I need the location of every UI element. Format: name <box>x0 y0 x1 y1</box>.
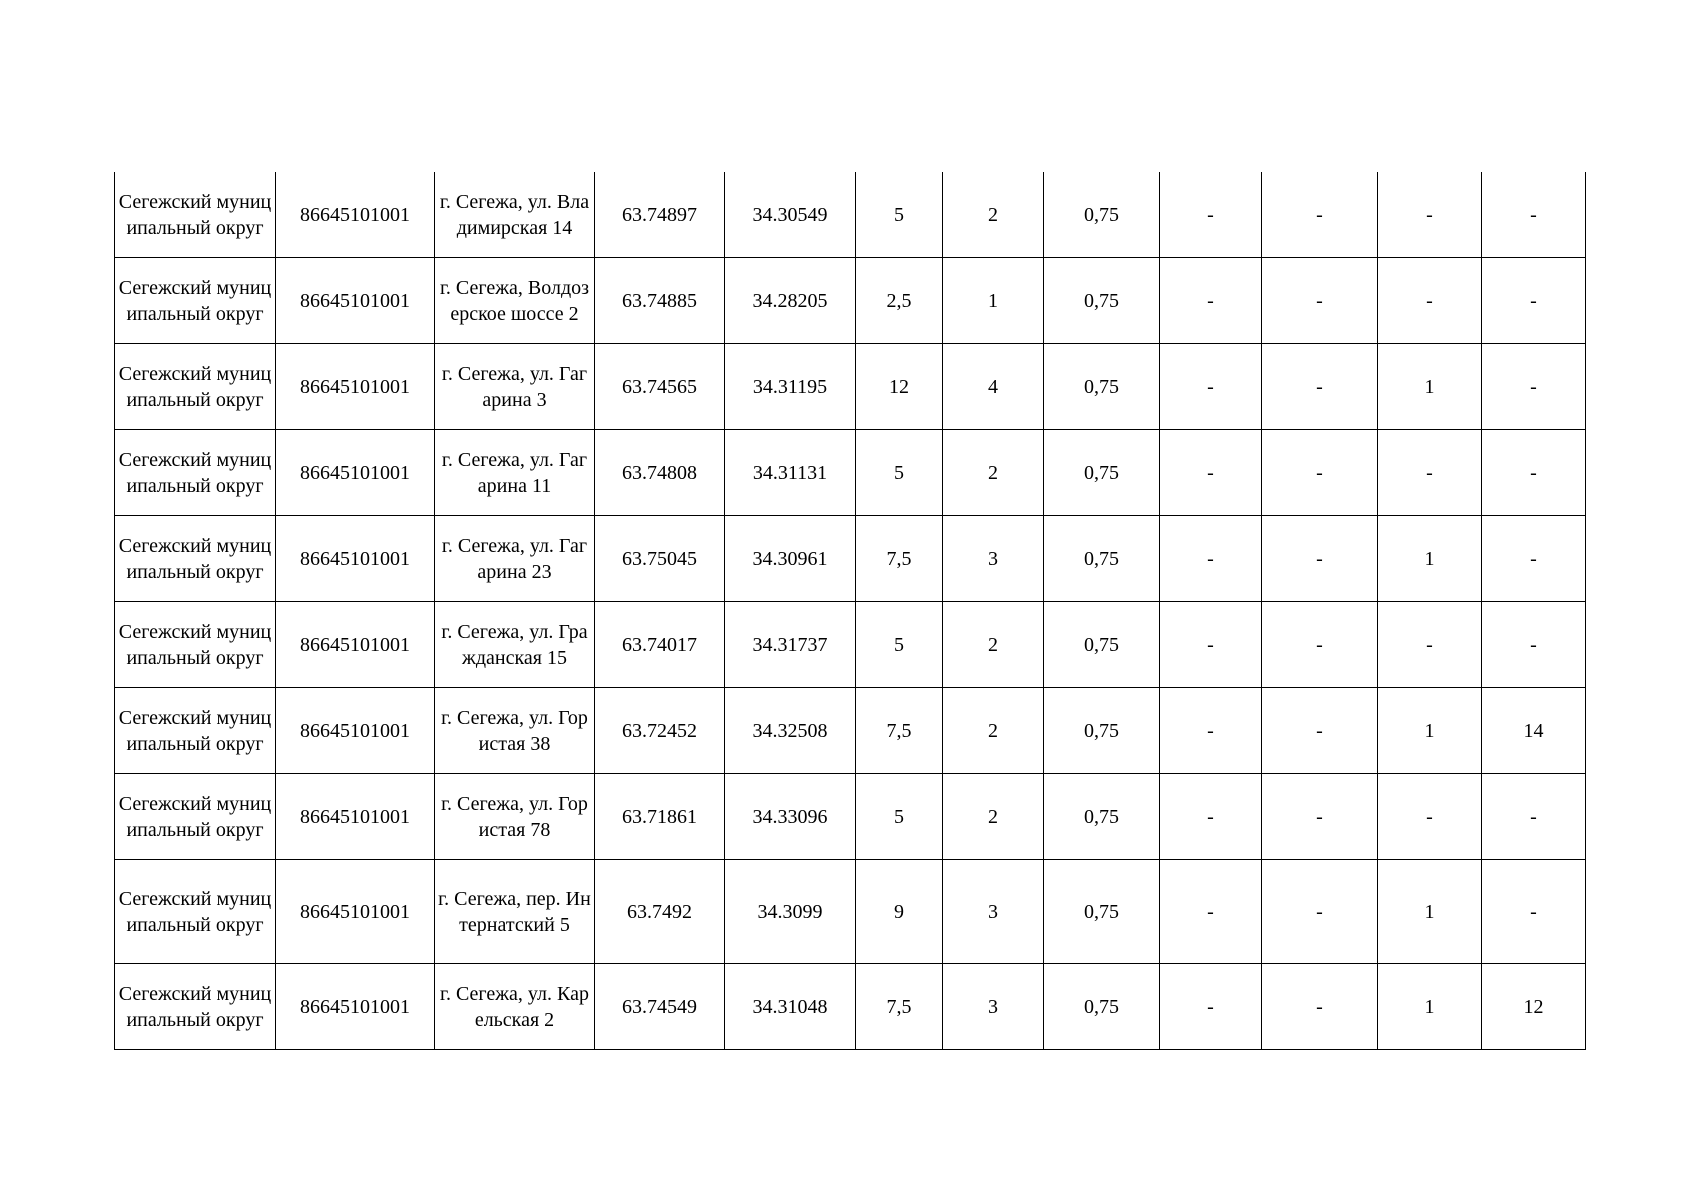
cell-value-5: - <box>1262 688 1378 774</box>
cell-longitude: 34.31195 <box>725 344 856 430</box>
cell-value-6: - <box>1378 258 1482 344</box>
cell-value-4: - <box>1160 774 1262 860</box>
cell-value-5: - <box>1262 516 1378 602</box>
cell-municipality: Сегежский муниципальный округ <box>115 688 276 774</box>
cell-value-7: 12 <box>1482 964 1586 1050</box>
cell-value-3: 0,75 <box>1044 688 1160 774</box>
cell-value-7: 14 <box>1482 688 1586 774</box>
cell-value-6: 1 <box>1378 860 1482 964</box>
table-row <box>115 860 1586 964</box>
cell-oktmo: 86645101001 <box>276 516 435 602</box>
cell-municipality: Сегежский муниципальный округ <box>115 172 276 258</box>
cell-value-4: - <box>1160 258 1262 344</box>
cell-value-4: - <box>1160 964 1262 1050</box>
cell-value-1: 7,5 <box>856 516 943 602</box>
cell-value-7: - <box>1482 430 1586 516</box>
cell-longitude: 34.3099 <box>725 860 856 964</box>
cell-value-3: 0,75 <box>1044 964 1160 1050</box>
cell-value-5: - <box>1262 602 1378 688</box>
cell-latitude: 63.7492 <box>595 860 725 964</box>
cell-address: г. Сегежа, ул. Владимирская 14 <box>435 172 595 258</box>
cell-oktmo: 86645101001 <box>276 344 435 430</box>
cell-value-1: 5 <box>856 172 943 258</box>
cell-latitude: 63.75045 <box>595 516 725 602</box>
cell-address: г. Сегежа, ул. Карельская 2 <box>435 964 595 1050</box>
cell-value-4: - <box>1160 430 1262 516</box>
cell-value-7: - <box>1482 172 1586 258</box>
cell-value-6: - <box>1378 172 1482 258</box>
table-body <box>115 172 1586 1050</box>
cell-value-5: - <box>1262 964 1378 1050</box>
cell-value-5: - <box>1262 172 1378 258</box>
cell-address: г. Сегежа, пер. Интернатский 5 <box>435 860 595 964</box>
cell-value-3: 0,75 <box>1044 860 1160 964</box>
cell-value-1: 2,5 <box>856 258 943 344</box>
cell-value-7: - <box>1482 774 1586 860</box>
cell-oktmo: 86645101001 <box>276 964 435 1050</box>
table-row <box>115 172 1586 258</box>
cell-municipality: Сегежский муниципальный округ <box>115 430 276 516</box>
table-row <box>115 516 1586 602</box>
cell-value-5: - <box>1262 860 1378 964</box>
table-row <box>115 344 1586 430</box>
cell-latitude: 63.74897 <box>595 172 725 258</box>
cell-value-4: - <box>1160 602 1262 688</box>
cell-municipality: Сегежский муниципальный округ <box>115 258 276 344</box>
cell-value-5: - <box>1262 774 1378 860</box>
cell-municipality: Сегежский муниципальный округ <box>115 774 276 860</box>
cell-longitude: 34.30961 <box>725 516 856 602</box>
cell-value-6: - <box>1378 430 1482 516</box>
data-table <box>114 172 1586 1050</box>
cell-oktmo: 86645101001 <box>276 258 435 344</box>
table-row <box>115 258 1586 344</box>
cell-value-7: - <box>1482 516 1586 602</box>
cell-value-7: - <box>1482 258 1586 344</box>
table-row <box>115 430 1586 516</box>
cell-municipality: Сегежский муниципальный округ <box>115 860 276 964</box>
cell-value-3: 0,75 <box>1044 774 1160 860</box>
cell-longitude: 34.33096 <box>725 774 856 860</box>
cell-value-4: - <box>1160 516 1262 602</box>
cell-longitude: 34.30549 <box>725 172 856 258</box>
cell-value-1: 9 <box>856 860 943 964</box>
cell-value-1: 5 <box>856 430 943 516</box>
cell-address: г. Сегежа, ул. Гагарина 3 <box>435 344 595 430</box>
cell-value-2: 2 <box>943 688 1044 774</box>
cell-municipality: Сегежский муниципальный округ <box>115 602 276 688</box>
cell-value-5: - <box>1262 430 1378 516</box>
cell-address: г. Сегежа, ул. Гористая 78 <box>435 774 595 860</box>
cell-oktmo: 86645101001 <box>276 602 435 688</box>
cell-value-2: 1 <box>943 258 1044 344</box>
cell-longitude: 34.28205 <box>725 258 856 344</box>
cell-value-6: 1 <box>1378 516 1482 602</box>
cell-oktmo: 86645101001 <box>276 860 435 964</box>
cell-municipality: Сегежский муниципальный округ <box>115 516 276 602</box>
cell-value-6: 1 <box>1378 688 1482 774</box>
table-row <box>115 602 1586 688</box>
cell-longitude: 34.31737 <box>725 602 856 688</box>
cell-latitude: 63.74885 <box>595 258 725 344</box>
cell-value-7: - <box>1482 860 1586 964</box>
cell-latitude: 63.71861 <box>595 774 725 860</box>
cell-longitude: 34.31048 <box>725 964 856 1050</box>
cell-latitude: 63.74017 <box>595 602 725 688</box>
cell-value-1: 7,5 <box>856 964 943 1050</box>
cell-latitude: 63.74565 <box>595 344 725 430</box>
cell-value-6: 1 <box>1378 344 1482 430</box>
table-row <box>115 964 1586 1050</box>
cell-value-4: - <box>1160 688 1262 774</box>
cell-value-3: 0,75 <box>1044 344 1160 430</box>
cell-municipality: Сегежский муниципальный округ <box>115 964 276 1050</box>
cell-value-4: - <box>1160 172 1262 258</box>
cell-value-3: 0,75 <box>1044 258 1160 344</box>
cell-value-3: 0,75 <box>1044 430 1160 516</box>
cell-value-3: 0,75 <box>1044 172 1160 258</box>
cell-municipality: Сегежский муниципальный округ <box>115 344 276 430</box>
cell-value-3: 0,75 <box>1044 516 1160 602</box>
cell-value-6: - <box>1378 774 1482 860</box>
cell-oktmo: 86645101001 <box>276 688 435 774</box>
cell-oktmo: 86645101001 <box>276 774 435 860</box>
cell-value-2: 3 <box>943 860 1044 964</box>
cell-value-2: 4 <box>943 344 1044 430</box>
cell-value-1: 7,5 <box>856 688 943 774</box>
cell-oktmo: 86645101001 <box>276 430 435 516</box>
cell-latitude: 63.72452 <box>595 688 725 774</box>
cell-value-6: 1 <box>1378 964 1482 1050</box>
cell-value-4: - <box>1160 860 1262 964</box>
cell-latitude: 63.74549 <box>595 964 725 1050</box>
cell-value-2: 2 <box>943 774 1044 860</box>
cell-longitude: 34.31131 <box>725 430 856 516</box>
cell-address: г. Сегежа, ул. Гагарина 11 <box>435 430 595 516</box>
cell-value-2: 2 <box>943 172 1044 258</box>
cell-value-1: 5 <box>856 602 943 688</box>
cell-address: г. Сегежа, ул. Гористая 38 <box>435 688 595 774</box>
cell-value-7: - <box>1482 602 1586 688</box>
cell-value-2: 3 <box>943 964 1044 1050</box>
cell-value-2: 3 <box>943 516 1044 602</box>
cell-value-4: - <box>1160 344 1262 430</box>
cell-value-5: - <box>1262 344 1378 430</box>
cell-value-2: 2 <box>943 430 1044 516</box>
cell-value-3: 0,75 <box>1044 602 1160 688</box>
table-row <box>115 774 1586 860</box>
cell-value-6: - <box>1378 602 1482 688</box>
cell-value-5: - <box>1262 258 1378 344</box>
cell-latitude: 63.74808 <box>595 430 725 516</box>
cell-address: г. Сегежа, ул. Гагарина 23 <box>435 516 595 602</box>
cell-longitude: 34.32508 <box>725 688 856 774</box>
cell-value-1: 12 <box>856 344 943 430</box>
table-row <box>115 688 1586 774</box>
cell-value-2: 2 <box>943 602 1044 688</box>
cell-address: г. Сегежа, Волдозерское шоссе 2 <box>435 258 595 344</box>
cell-value-7: - <box>1482 344 1586 430</box>
cell-oktmo: 86645101001 <box>276 172 435 258</box>
cell-value-1: 5 <box>856 774 943 860</box>
cell-address: г. Сегежа, ул. Гражданская 15 <box>435 602 595 688</box>
